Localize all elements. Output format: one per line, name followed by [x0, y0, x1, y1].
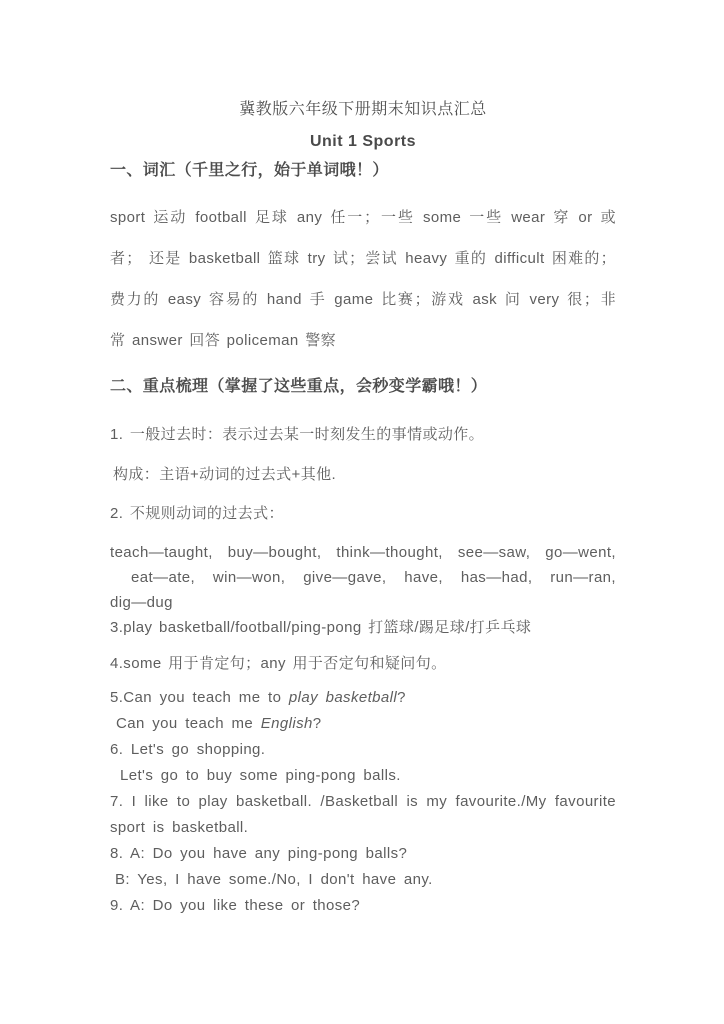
vocabulary-line-2: 者； 还是 basketball 篮球 try 试；尝试 heavy 重的 difficult 困难的； — [110, 250, 616, 267]
sentence-5-line-2-text: Can you teach me — [116, 715, 261, 732]
sentence-7-line-2: sport is basketball. — [110, 819, 249, 836]
sentence-9: 9. A: Do you like these or those? — [110, 897, 361, 914]
sentence-8-line-2: B: Yes, I have some./No, I don't have any. — [115, 871, 433, 888]
point-1-structure: 构成：主语+动词的过去式+其他. — [113, 466, 337, 483]
vocabulary-line-4: 常 answer 回答 policeman 警察 — [110, 332, 336, 349]
sentence-7-line-1: 7. I like to play basketball. /Basketball is my favourite./My favourite — [110, 793, 616, 810]
vocabulary-section-heading: 一、词汇（千里之行，始于单词哦！） — [110, 162, 389, 179]
unit-title: Unit 1 Sports — [309, 133, 417, 150]
example-sentences — [110, 685, 616, 919]
sentence-5-line-2 — [110, 711, 616, 737]
sentence-6-line-1: 6. Let's go shopping. — [110, 741, 266, 758]
sentence-5-line-1-italic: play basketball — [288, 689, 398, 706]
sentence-5-line-2-end: ? — [312, 715, 322, 732]
irregular-verbs-line-1: teach—taught, buy—bought, think—thought, see—saw, go—went, — [110, 544, 616, 561]
sentence-6-line-2: Let's go to buy some ping-pong balls. — [120, 767, 401, 784]
document-title: 冀教版六年级下册期末知识点汇总 — [239, 101, 487, 118]
irregular-verbs-line-3: dig—dug — [110, 594, 173, 611]
point-4-some-any: 4.some 用于肯定句；any 用于否定句和疑问句。 — [110, 655, 447, 672]
key-points-section-heading: 二、重点梳理（掌握了这些重点，会秒变学霸哦！） — [110, 378, 488, 395]
irregular-verbs-paragraph — [110, 540, 616, 615]
vocabulary-line-3: 费力的 easy 容易的 hand 手 game 比赛；游戏 ask 问 very 很；非 — [110, 291, 616, 308]
sentence-8-line-1: 8. A: Do you have any ping-pong balls? — [110, 845, 408, 862]
point-3-play-collocations: 3.play basketball/football/ping-pong 打篮球/踢足球/打乒乓球 — [110, 619, 532, 636]
point-1-past-tense: 1. 一般过去时：表示过去某一时刻发生的事情或动作。 — [110, 426, 485, 443]
sentence-5-line-1-end: ? — [397, 689, 406, 706]
vocabulary-line-1: sport 运动 football 足球 any 任一；一些 some 一些 wear 穿 or 或 — [110, 209, 616, 226]
sentence-5-line-1-text: 5.Can you teach me to — [110, 689, 289, 706]
sentence-5-line-1 — [110, 685, 616, 711]
vocabulary-paragraph — [110, 197, 616, 361]
point-2-irregular-verbs: 2. 不规则动词的过去式： — [110, 505, 284, 522]
irregular-verbs-line-2: eat—ate, win—won, give—gave, have, has—had, run—ran, — [131, 569, 616, 586]
document-content — [110, 0, 616, 919]
sentence-5-line-2-italic: English — [260, 715, 313, 732]
